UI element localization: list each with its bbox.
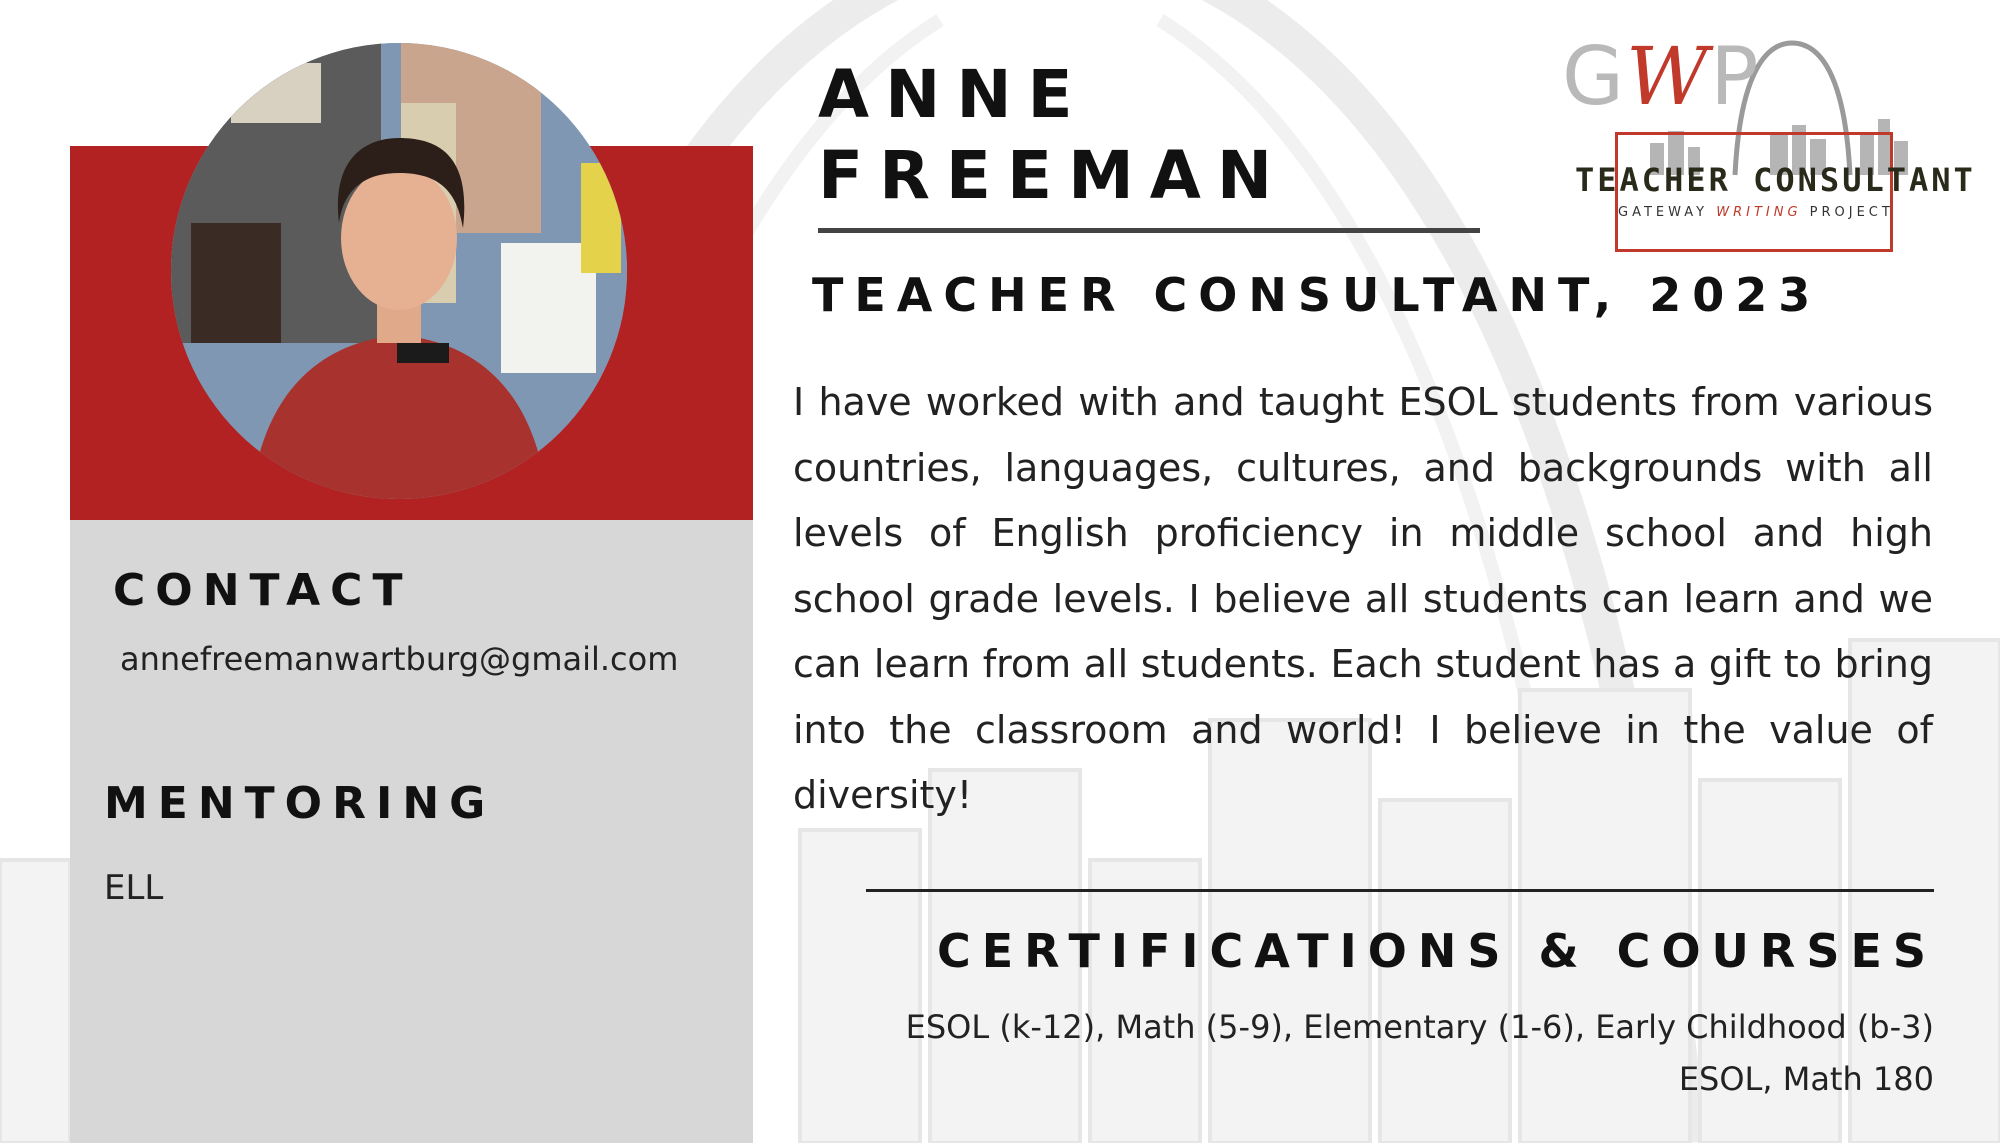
profile-photo — [171, 43, 627, 499]
mentoring-heading: MENTORING — [104, 778, 496, 829]
certifications-divider — [866, 889, 1934, 892]
contact-email-link[interactable]: annefreemanwartburg@gmail.com — [120, 640, 679, 678]
last-name: FREEMAN — [818, 137, 1289, 214]
first-name: ANNE — [818, 56, 1089, 133]
certification-line: ESOL (k-12), Math (5-9), Elementary (1-6), Early Childhood (b-3) — [905, 1008, 1934, 1046]
mentoring-value: ELL — [104, 868, 164, 908]
gwp-logo — [1560, 30, 1976, 260]
certification-line: ESOL, Math 180 — [1678, 1060, 1934, 1098]
name-divider — [818, 228, 1480, 233]
logo-letters: GWP — [1562, 30, 1761, 123]
role-title: TEACHER CONSULTANT, 2023 — [812, 268, 1822, 322]
bio-paragraph: I have worked with and taught ESOL students from various countries, languages, cultures, and backgrounds with all levels of English proficiency in middle school and high school grade levels. I believe all students can learn and we can learn from all students. Each student has a gift to bring into the classroom and world! I believe in the value of diversity! — [793, 380, 1933, 817]
contact-heading: CONTACT — [113, 565, 413, 616]
certifications-heading: CERTIFICATIONS & COURSES — [936, 924, 1937, 978]
logo-subtitle: GATEWAY WRITING PROJECT — [1618, 205, 1894, 220]
logo-title: TEACHER CONSULTANT — [1575, 161, 1976, 199]
